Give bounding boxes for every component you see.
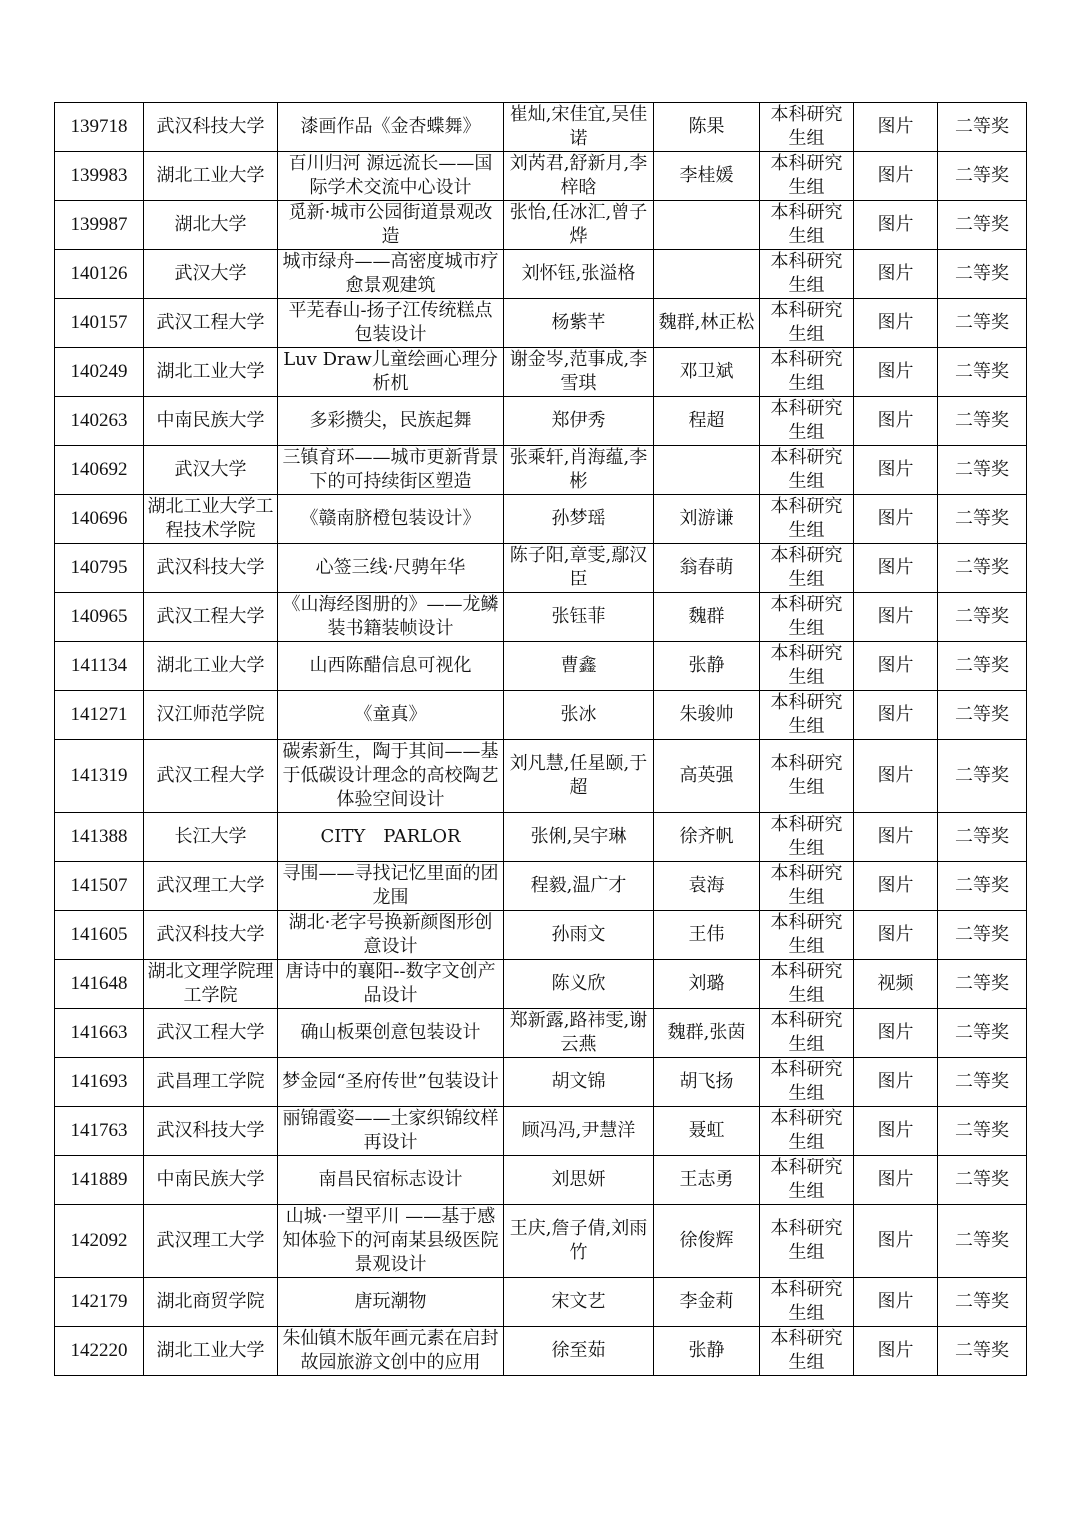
award-level-cell: 二等奖 xyxy=(938,348,1027,397)
school-name-cell: 武汉工程大学 xyxy=(144,299,278,348)
advisor-name-cell: 李金莉 xyxy=(654,1278,760,1327)
award-level-cell: 二等奖 xyxy=(938,1327,1027,1376)
competition-group-cell: 本科研究生组 xyxy=(760,1327,854,1376)
work-title-cell: 丽锦霞姿——土家织锦纹样再设计 xyxy=(278,1107,504,1156)
entry-id-cell: 140126 xyxy=(55,250,144,299)
school-name-cell: 湖北工业大学 xyxy=(144,642,278,691)
work-title-cell: 南昌民宿标志设计 xyxy=(278,1156,504,1205)
school-name-cell: 中南民族大学 xyxy=(144,397,278,446)
award-level-cell: 二等奖 xyxy=(938,544,1027,593)
competition-group-cell: 本科研究生组 xyxy=(760,152,854,201)
author-names-cell: 郑新露,路祎雯,谢云燕 xyxy=(504,1009,654,1058)
school-name-cell: 武汉理工大学 xyxy=(144,862,278,911)
award-level-cell: 二等奖 xyxy=(938,593,1027,642)
award-level-cell: 二等奖 xyxy=(938,691,1027,740)
author-names-cell: 张怡,任冰汇,曾子烨 xyxy=(504,201,654,250)
table-row xyxy=(55,593,1027,642)
table-row xyxy=(55,544,1027,593)
advisor-name-cell: 张静 xyxy=(654,1327,760,1376)
advisor-name-cell xyxy=(654,201,760,250)
work-type-cell: 图片 xyxy=(854,740,938,813)
author-names-cell: 谢金岑,范事成,李雪琪 xyxy=(504,348,654,397)
award-level-cell: 二等奖 xyxy=(938,1009,1027,1058)
award-level-cell: 二等奖 xyxy=(938,1107,1027,1156)
author-names-cell: 郑伊秀 xyxy=(504,397,654,446)
work-type-cell: 图片 xyxy=(854,1058,938,1107)
work-title-cell: 平芜春山-扬子江传统糕点包装设计 xyxy=(278,299,504,348)
award-level-cell: 二等奖 xyxy=(938,446,1027,495)
table-row xyxy=(55,299,1027,348)
author-names-cell: 顾冯冯,尹慧洋 xyxy=(504,1107,654,1156)
author-names-cell: 刘怀钰,张溢格 xyxy=(504,250,654,299)
advisor-name-cell: 翁春萌 xyxy=(654,544,760,593)
competition-group-cell: 本科研究生组 xyxy=(760,544,854,593)
work-type-cell: 图片 xyxy=(854,862,938,911)
table-row xyxy=(55,495,1027,544)
work-title-cell: 漆画作品《金杏蝶舞》 xyxy=(278,103,504,152)
school-name-cell: 武汉科技大学 xyxy=(144,103,278,152)
table-row xyxy=(55,397,1027,446)
award-level-cell: 二等奖 xyxy=(938,495,1027,544)
work-title-cell: 城市绿舟——高密度城市疗愈景观建筑 xyxy=(278,250,504,299)
work-title-cell: 山城·一望平川 ——基于感知体验下的河南某县级医院景观设计 xyxy=(278,1205,504,1278)
table-body xyxy=(55,103,1027,1376)
award-level-cell: 二等奖 xyxy=(938,397,1027,446)
entry-id-cell: 141648 xyxy=(55,960,144,1009)
work-title-cell: 心签三线·尺骋年华 xyxy=(278,544,504,593)
advisor-name-cell: 胡飞扬 xyxy=(654,1058,760,1107)
table-row xyxy=(55,446,1027,495)
award-level-cell: 二等奖 xyxy=(938,250,1027,299)
advisor-name-cell: 王伟 xyxy=(654,911,760,960)
table-row xyxy=(55,103,1027,152)
school-name-cell: 武昌理工学院 xyxy=(144,1058,278,1107)
author-names-cell: 崔灿,宋佳宜,吴佳诺 xyxy=(504,103,654,152)
school-name-cell: 武汉理工大学 xyxy=(144,1205,278,1278)
entry-id-cell: 141271 xyxy=(55,691,144,740)
work-type-cell: 图片 xyxy=(854,495,938,544)
author-names-cell: 徐至茹 xyxy=(504,1327,654,1376)
entry-id-cell: 140263 xyxy=(55,397,144,446)
author-names-cell: 张俐,吴宇琳 xyxy=(504,813,654,862)
entry-id-cell: 140696 xyxy=(55,495,144,544)
competition-group-cell: 本科研究生组 xyxy=(760,446,854,495)
entry-id-cell: 140157 xyxy=(55,299,144,348)
award-level-cell: 二等奖 xyxy=(938,960,1027,1009)
competition-group-cell: 本科研究生组 xyxy=(760,813,854,862)
author-names-cell: 杨紫芊 xyxy=(504,299,654,348)
table-row xyxy=(55,1107,1027,1156)
advisor-name-cell: 刘璐 xyxy=(654,960,760,1009)
author-names-cell: 张冰 xyxy=(504,691,654,740)
author-names-cell: 孙雨文 xyxy=(504,911,654,960)
competition-group-cell: 本科研究生组 xyxy=(760,1205,854,1278)
table-row xyxy=(55,250,1027,299)
competition-group-cell: 本科研究生组 xyxy=(760,1009,854,1058)
work-type-cell: 图片 xyxy=(854,299,938,348)
table-row xyxy=(55,1278,1027,1327)
entry-id-cell: 141388 xyxy=(55,813,144,862)
advisor-name-cell: 李桂媛 xyxy=(654,152,760,201)
work-type-cell: 视频 xyxy=(854,960,938,1009)
entry-id-cell: 139987 xyxy=(55,201,144,250)
entry-id-cell: 141319 xyxy=(55,740,144,813)
school-name-cell: 湖北大学 xyxy=(144,201,278,250)
advisor-name-cell: 张静 xyxy=(654,642,760,691)
award-level-cell: 二等奖 xyxy=(938,911,1027,960)
work-title-cell: 确山板栗创意包装设计 xyxy=(278,1009,504,1058)
advisor-name-cell: 袁海 xyxy=(654,862,760,911)
table-row xyxy=(55,960,1027,1009)
work-title-cell: 《山海经图册的》——龙鳞装书籍装帧设计 xyxy=(278,593,504,642)
work-type-cell: 图片 xyxy=(854,103,938,152)
work-title-cell: 湖北·老字号换新颜图形创意设计 xyxy=(278,911,504,960)
work-type-cell: 图片 xyxy=(854,152,938,201)
work-type-cell: 图片 xyxy=(854,201,938,250)
table-row xyxy=(55,911,1027,960)
work-title-cell: 山西陈醋信息可视化 xyxy=(278,642,504,691)
author-names-cell: 刘思妍 xyxy=(504,1156,654,1205)
advisor-name-cell: 徐齐帆 xyxy=(654,813,760,862)
work-type-cell: 图片 xyxy=(854,250,938,299)
work-type-cell: 图片 xyxy=(854,1107,938,1156)
table-row xyxy=(55,201,1027,250)
school-name-cell: 湖北工业大学 xyxy=(144,348,278,397)
work-type-cell: 图片 xyxy=(854,691,938,740)
work-type-cell: 图片 xyxy=(854,1205,938,1278)
work-type-cell: 图片 xyxy=(854,1009,938,1058)
entry-id-cell: 141507 xyxy=(55,862,144,911)
advisor-name-cell: 王志勇 xyxy=(654,1156,760,1205)
work-title-cell: 多彩攒尖，民族起舞 xyxy=(278,397,504,446)
school-name-cell: 湖北商贸学院 xyxy=(144,1278,278,1327)
entry-id-cell: 140795 xyxy=(55,544,144,593)
award-level-cell: 二等奖 xyxy=(938,862,1027,911)
advisor-name-cell xyxy=(654,250,760,299)
table-row xyxy=(55,1058,1027,1107)
competition-group-cell: 本科研究生组 xyxy=(760,250,854,299)
entry-id-cell: 142179 xyxy=(55,1278,144,1327)
award-level-cell: 二等奖 xyxy=(938,642,1027,691)
entry-id-cell: 140249 xyxy=(55,348,144,397)
school-name-cell: 湖北工业大学 xyxy=(144,1327,278,1376)
advisor-name-cell: 魏群,林正松 xyxy=(654,299,760,348)
competition-group-cell: 本科研究生组 xyxy=(760,1107,854,1156)
table-row xyxy=(55,152,1027,201)
advisor-name-cell: 邓卫斌 xyxy=(654,348,760,397)
school-name-cell: 武汉大学 xyxy=(144,250,278,299)
author-names-cell: 孙梦瑶 xyxy=(504,495,654,544)
school-name-cell: 湖北工业大学 xyxy=(144,152,278,201)
author-names-cell: 张钰菲 xyxy=(504,593,654,642)
work-title-cell: 朱仙镇木版年画元素在启封故园旅游文创中的应用 xyxy=(278,1327,504,1376)
school-name-cell: 武汉科技大学 xyxy=(144,911,278,960)
work-title-cell: 《赣南脐橙包装设计》 xyxy=(278,495,504,544)
competition-group-cell: 本科研究生组 xyxy=(760,103,854,152)
advisor-name-cell: 魏群,张茵 xyxy=(654,1009,760,1058)
competition-group-cell: 本科研究生组 xyxy=(760,397,854,446)
work-type-cell: 图片 xyxy=(854,911,938,960)
award-level-cell: 二等奖 xyxy=(938,1278,1027,1327)
entry-id-cell: 139983 xyxy=(55,152,144,201)
competition-group-cell: 本科研究生组 xyxy=(760,348,854,397)
school-name-cell: 中南民族大学 xyxy=(144,1156,278,1205)
competition-group-cell: 本科研究生组 xyxy=(760,299,854,348)
advisor-name-cell: 聂虹 xyxy=(654,1107,760,1156)
award-level-cell: 二等奖 xyxy=(938,299,1027,348)
entry-id-cell: 141663 xyxy=(55,1009,144,1058)
advisor-name-cell: 魏群 xyxy=(654,593,760,642)
table-row xyxy=(55,813,1027,862)
school-name-cell: 湖北工业大学工程技术学院 xyxy=(144,495,278,544)
entry-id-cell: 141889 xyxy=(55,1156,144,1205)
competition-group-cell: 本科研究生组 xyxy=(760,911,854,960)
advisor-name-cell: 朱骏帅 xyxy=(654,691,760,740)
advisor-name-cell: 徐俊辉 xyxy=(654,1205,760,1278)
school-name-cell: 武汉科技大学 xyxy=(144,1107,278,1156)
award-level-cell: 二等奖 xyxy=(938,813,1027,862)
work-type-cell: 图片 xyxy=(854,1327,938,1376)
award-level-cell: 二等奖 xyxy=(938,1205,1027,1278)
author-names-cell: 胡文锦 xyxy=(504,1058,654,1107)
school-name-cell: 武汉工程大学 xyxy=(144,1009,278,1058)
author-names-cell: 陈义欣 xyxy=(504,960,654,1009)
table-row xyxy=(55,1205,1027,1278)
school-name-cell: 湖北文理学院理工学院 xyxy=(144,960,278,1009)
competition-group-cell: 本科研究生组 xyxy=(760,862,854,911)
advisor-name-cell: 陈果 xyxy=(654,103,760,152)
work-title-cell: 唐玩潮物 xyxy=(278,1278,504,1327)
table-row xyxy=(55,1327,1027,1376)
entry-id-cell: 141763 xyxy=(55,1107,144,1156)
work-title-cell: 碳索新生，陶于其间——基于低碳设计理念的高校陶艺体验空间设计 xyxy=(278,740,504,813)
table-row xyxy=(55,348,1027,397)
work-type-cell: 图片 xyxy=(854,446,938,495)
entry-id-cell: 142092 xyxy=(55,1205,144,1278)
work-title-cell: 百川归河 源远流长——国际学术交流中心设计 xyxy=(278,152,504,201)
author-names-cell: 曹鑫 xyxy=(504,642,654,691)
award-level-cell: 二等奖 xyxy=(938,201,1027,250)
competition-group-cell: 本科研究生组 xyxy=(760,593,854,642)
entry-id-cell: 141134 xyxy=(55,642,144,691)
table-row xyxy=(55,740,1027,813)
work-title-cell: 三镇育环——城市更新背景下的可持续街区塑造 xyxy=(278,446,504,495)
school-name-cell: 汉江师范学院 xyxy=(144,691,278,740)
table-row xyxy=(55,642,1027,691)
award-level-cell: 二等奖 xyxy=(938,103,1027,152)
advisor-name-cell: 刘游谦 xyxy=(654,495,760,544)
work-type-cell: 图片 xyxy=(854,593,938,642)
entry-id-cell: 139718 xyxy=(55,103,144,152)
award-level-cell: 二等奖 xyxy=(938,1058,1027,1107)
table-row xyxy=(55,691,1027,740)
table-row xyxy=(55,862,1027,911)
school-name-cell: 武汉工程大学 xyxy=(144,740,278,813)
competition-group-cell: 本科研究生组 xyxy=(760,691,854,740)
work-type-cell: 图片 xyxy=(854,642,938,691)
work-type-cell: 图片 xyxy=(854,397,938,446)
work-title-cell: 寻围——寻找记忆里面的团龙围 xyxy=(278,862,504,911)
work-title-cell: Luv Draw儿童绘画心理分析机 xyxy=(278,348,504,397)
advisor-name-cell xyxy=(654,446,760,495)
school-name-cell: 长江大学 xyxy=(144,813,278,862)
entry-id-cell: 142220 xyxy=(55,1327,144,1376)
competition-group-cell: 本科研究生组 xyxy=(760,1058,854,1107)
work-title-cell: 梦金园“圣府传世”包装设计 xyxy=(278,1058,504,1107)
competition-group-cell: 本科研究生组 xyxy=(760,1156,854,1205)
competition-group-cell: 本科研究生组 xyxy=(760,1278,854,1327)
entry-id-cell: 141605 xyxy=(55,911,144,960)
author-names-cell: 程毅,温广才 xyxy=(504,862,654,911)
work-type-cell: 图片 xyxy=(854,1156,938,1205)
author-names-cell: 陈子阳,章雯,鄢汉臣 xyxy=(504,544,654,593)
work-type-cell: 图片 xyxy=(854,813,938,862)
school-name-cell: 武汉大学 xyxy=(144,446,278,495)
school-name-cell: 武汉工程大学 xyxy=(144,593,278,642)
work-type-cell: 图片 xyxy=(854,544,938,593)
author-names-cell: 张乘轩,肖海蕴,李彬 xyxy=(504,446,654,495)
author-names-cell: 刘凡慧,任星颐,于超 xyxy=(504,740,654,813)
work-type-cell: 图片 xyxy=(854,348,938,397)
author-names-cell: 刘芮君,舒新月,李梓晗 xyxy=(504,152,654,201)
school-name-cell: 武汉科技大学 xyxy=(144,544,278,593)
table-row xyxy=(55,1156,1027,1205)
entry-id-cell: 140692 xyxy=(55,446,144,495)
entry-id-cell: 140965 xyxy=(55,593,144,642)
work-title-cell: 觅新·城市公园街道景观改造 xyxy=(278,201,504,250)
author-names-cell: 王庆,詹子倩,刘雨竹 xyxy=(504,1205,654,1278)
work-title-cell: 唐诗中的襄阳--数字文创产品设计 xyxy=(278,960,504,1009)
award-level-cell: 二等奖 xyxy=(938,740,1027,813)
table-row xyxy=(55,1009,1027,1058)
competition-group-cell: 本科研究生组 xyxy=(760,740,854,813)
work-title-cell: CITY PARLOR xyxy=(278,813,504,862)
competition-group-cell: 本科研究生组 xyxy=(760,642,854,691)
work-type-cell: 图片 xyxy=(854,1278,938,1327)
entry-id-cell: 141693 xyxy=(55,1058,144,1107)
award-level-cell: 二等奖 xyxy=(938,152,1027,201)
work-title-cell: 《童真》 xyxy=(278,691,504,740)
competition-group-cell: 本科研究生组 xyxy=(760,960,854,1009)
advisor-name-cell: 高英强 xyxy=(654,740,760,813)
awards-table xyxy=(54,102,1027,1376)
competition-group-cell: 本科研究生组 xyxy=(760,495,854,544)
advisor-name-cell: 程超 xyxy=(654,397,760,446)
author-names-cell: 宋文艺 xyxy=(504,1278,654,1327)
competition-group-cell: 本科研究生组 xyxy=(760,201,854,250)
award-level-cell: 二等奖 xyxy=(938,1156,1027,1205)
